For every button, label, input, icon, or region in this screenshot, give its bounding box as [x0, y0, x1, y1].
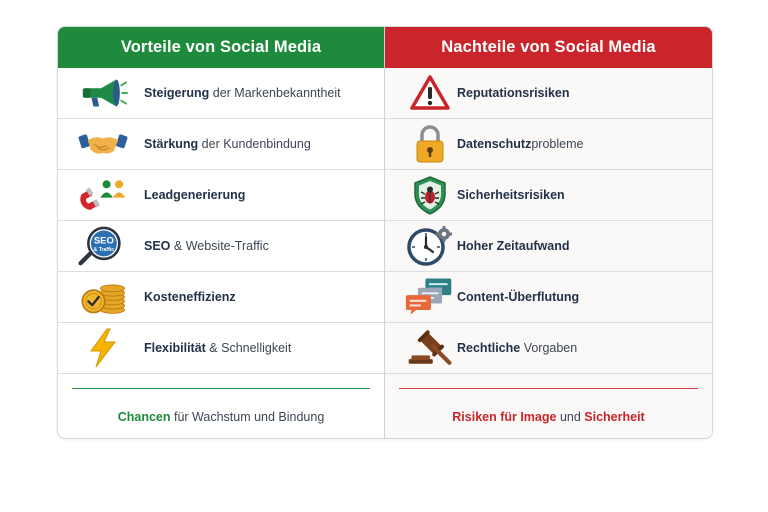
lightning-icon — [78, 328, 128, 368]
advantage-row: Leadgenerierung — [58, 170, 384, 221]
shield-bug-icon — [405, 175, 455, 215]
advantage-row: SEO & Traffic SEO & Website-Traffic — [58, 221, 384, 272]
footer-divider — [72, 388, 370, 389]
disadvantage-row: Reputationsrisiken — [385, 68, 712, 119]
seo-magnifier-icon — [78, 226, 128, 266]
footer-divider — [399, 388, 698, 389]
padlock-icon — [405, 124, 455, 164]
disadvantages-column — [385, 27, 712, 438]
svg-text:& Traffic: & Traffic — [93, 247, 115, 254]
warning-icon — [405, 73, 455, 113]
gavel-icon — [405, 328, 455, 368]
disadvantage-row: Sicherheitsrisiken — [385, 170, 712, 221]
advantages-column — [58, 27, 384, 438]
advantage-row: Stärkung der Kundenbindung — [58, 119, 384, 170]
advantage-row: Steigerung der Markenbekanntheit — [58, 68, 384, 119]
advantage-row: Flexibilität & Schnelligkeit — [58, 323, 384, 374]
disadvantages-header: Nachteile von Social Media — [385, 27, 712, 68]
disadvantage-row: Content-Überflutung — [385, 272, 712, 323]
coins-icon — [78, 277, 128, 317]
disadvantages-footer: Risiken für Image und Sicherheit — [385, 374, 712, 438]
svg-text:SEO: SEO — [93, 235, 114, 247]
disadvantage-row: Datenschutzprobleme — [385, 119, 712, 170]
advantages-header: Vorteile von Social Media — [58, 27, 384, 68]
clock-gear-icon — [405, 226, 455, 266]
disadvantage-row: Hoher Zeitaufwand — [385, 221, 712, 272]
megaphone-icon — [78, 73, 128, 113]
comparison-table — [57, 26, 713, 439]
handshake-icon — [78, 124, 128, 164]
disadvantage-row: Rechtliche Vorgaben — [385, 323, 712, 374]
advantage-row: Kosteneffizienz — [58, 272, 384, 323]
chat-bubbles-icon — [405, 277, 455, 317]
advantages-footer: Chancen für Wachstum und Bindung — [58, 374, 384, 438]
magnet-people-icon — [78, 175, 128, 215]
